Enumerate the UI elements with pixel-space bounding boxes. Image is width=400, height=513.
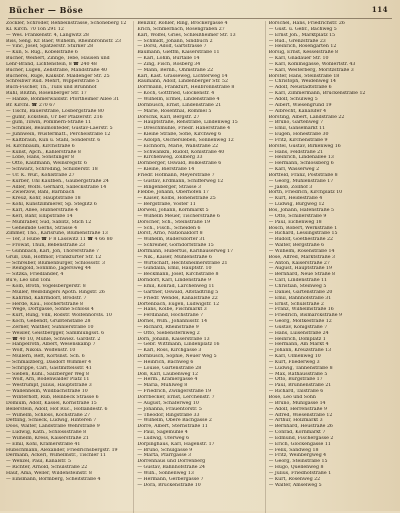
directory-entry: — Schwankm, Rudolf, Kohlstraße 40: [137, 149, 225, 155]
directory-entry: — Rudolf, Goethestraße 22: [268, 237, 333, 243]
directory-entry: — Marta, Pfarrgasse 3: [137, 453, 192, 459]
directory-entry: Benzinr, Rohler, Ring, Bröckergasse 4: [137, 21, 228, 26]
directory-entry: Kl. Kirch. 70 Ton 291 12: [6, 26, 64, 32]
directory-entry: — Georg, Moltkestraße 12: [268, 319, 332, 325]
directory-entry: — Eugen, Hohestraße 30: [268, 132, 329, 138]
directory-entry: — Hanpelroth, Albert, Wesenskamp 7: [6, 342, 96, 348]
directory-entry: — Louise, Gartenstraße 28: [137, 365, 202, 371]
directory-entry: — Herde, Kau., Hochertstraße 8: [6, 301, 83, 307]
directory-entry: — Koch, Gottfried, Glockenstr. 4: [137, 91, 215, 97]
directory-entry: — Daniel, Gartenstraße 20: [268, 289, 333, 295]
directory-entry: — Ludwig, Tannenstraße 8: [268, 365, 333, 371]
directory-entry: Domium, Adolf, Kassel, Kornstraße 15: [6, 400, 97, 406]
directory-entry: Dörrbecker, Ernst, Lerchenstr. 7: [137, 395, 215, 400]
directory-entry: Borschel, Hans, Friedrichstr. 26: [268, 21, 345, 26]
directory-entry: — Richard, Lessingstraße 15: [268, 231, 338, 237]
directory-entry: — Ludwig, Uferweg 6: [137, 435, 190, 441]
directory-entry: — Rud., Grenzstraße 23: [268, 38, 326, 44]
directory-entry: Ruhl, Blüthn, Rosenberger Str. 17: [6, 91, 87, 97]
directory-entry: — Müllern, Reft, Kortsnst. Sch. 6: [6, 354, 85, 360]
directory-entry: — Wes. Frankenstr. 4, Langwitz 28: [6, 32, 89, 38]
directory-entry: — Kleine Straße, Sofie, Kirchweg 6: [137, 132, 222, 138]
directory-columns: [6, 21, 394, 513]
directory-entry: Raumann, Adolf, Lindenberger Str. 52: [137, 79, 229, 85]
directory-entry: — Ludwig, Burgweg 12: [268, 202, 325, 208]
directory-entry: — Kreuz, Köhr, Hauptstraße 18: [6, 196, 81, 202]
directory-entry: — Christoph, Weidenweg 14: [268, 79, 337, 85]
directory-entry: — Felix, Sandweg 18: [268, 447, 319, 453]
directory-entry: — Paul, Sägemühle 4: [137, 430, 188, 436]
directory-entry: — Mühlraber, Süd, Sablitz, Stich 12: [6, 219, 92, 225]
directory-entry: — Schrippe, Carl, Gastmittelsstr. 41: [6, 365, 92, 371]
directory-entry: — Otto, Kaufmann, Weinsregstr. 6: [6, 161, 88, 167]
directory-entry: — Wilhelm, Schlöss, Kochstraße 27: [6, 412, 91, 418]
directory-entry: — ☎ 40 10, Mühle, Schwiez. Gardstr. 2: [6, 336, 101, 342]
directory-entry: Bose, Alfred, Marktstraße 3: [268, 254, 335, 260]
directory-entry: — August, Schäferweg 10: [137, 400, 199, 406]
directory-entry: — Kleine, Bierstraße 14: [137, 167, 195, 173]
directory-entry: — Einsmann, Bormberg, Scheitstraße 4: [6, 476, 101, 482]
directory-entry: Hauf, Ama, Weller, Wildensteinstr. 8: [6, 470, 92, 476]
directory-entry: Dörre, Albert, Sternstraße 11: [137, 424, 208, 430]
directory-entry: Bücher, Weihert, Zinnge, Tebe, Hausen und: [6, 56, 110, 62]
directory-entry: Zimmer, Tho., Karlsruhe, Blumenstraße 13: [6, 231, 108, 237]
directory-entry: Dorfmann, Hubertus, Karlhauserweg 17: [137, 248, 234, 254]
directory-entry: — Wolf, Nikola. Wolfenstr. 10: [6, 348, 76, 354]
directory-entry: — Schreiner, Gorndorfstraße 15: [137, 243, 214, 249]
directory-entry: Borstel, Gustav, Birkenweg 16: [268, 143, 341, 149]
directory-entry: Dörst, Arno, Nationaldorf 8: [137, 231, 203, 237]
directory-entry: — Juhnwein, Wüstermatt., Perchelstraße 12: [6, 132, 111, 138]
directory-entry: Dörpinghaus, Karl, Hagenstr. 17: [137, 441, 215, 447]
directory-entry: — Karl, Gnadauer Str. 10: [268, 56, 329, 62]
directory-entry: — Kerl, Bahr, Ellipstraße 14: [6, 213, 73, 219]
directory-entry: — Arthur, Holzmarkt 3: [268, 418, 323, 424]
directory-entry: — Sitzka, Friedländer, 4: [6, 272, 64, 278]
directory-entry: — Albert, Wiesengrund 19: [268, 102, 332, 108]
directory-entry: Gruß, Dan, Hoffmor, Frankfurter Str. 12: [6, 254, 102, 260]
directory-entry: — Richard, Talstraße 6: [268, 389, 324, 395]
directory-entry: — Gustav, Erdmann, Schifferweg 12: [137, 178, 224, 184]
directory-entry: — Friedrich, Zwingerstraße 19: [137, 389, 212, 395]
directory-entry: Lehr-Brand, Lichtenstein, 8 ☎ 240 48: [6, 61, 97, 67]
header-rule: [8, 18, 392, 19]
directory-entry: — Wilhelm, Ermel, Lindenstraße 4: [137, 96, 220, 102]
directory-entry: — Vinc, Josef, Spatzerstr. Stürker 28: [6, 44, 94, 50]
directory-entry: — Sieben, Kuhl., Salzberger Weg 8: [6, 371, 90, 377]
directory-entry: — Fritz, Weinbergweg 4: [268, 453, 327, 459]
directory-entry: — Karl, Ross, Kirchgasse 3: [137, 348, 202, 354]
directory-entry: Zöckler, Schröder, Rehbeinstrasse, Schöneberg 12: [6, 21, 127, 26]
directory-entry: — Frowat, Thun, Bebenstraße 23: [6, 243, 86, 249]
directory-entry: Biss, Seng. Kr. Baer, Wilhelm, Rheinbronnstr. 23: [6, 38, 121, 44]
directory-entry: — Zwierzow, Bahl, Bärnbach: [6, 190, 75, 196]
page-header-title: Bücher — Böse: [9, 5, 84, 15]
directory-entry: — Emil, Konrad, Lärchenweg 11: [137, 283, 215, 289]
directory-entry: — Müller, Weißdingers Apoth. Ringstr. 26: [6, 289, 105, 295]
directory-entry: Dornbusch, Ernst, Lindenstraße 21: [137, 102, 222, 108]
directory-entry: — Schreiber, Blumenbürger, Schlossstr. 3: [6, 260, 105, 266]
directory-entry: — Koch, Gebendt, Grußtenstaße 28: [6, 319, 91, 325]
directory-entry: — Ludwig, Kath., Schlossstraße 8: [6, 430, 87, 436]
directory-entry: — Gustav, Bahnhofstraße 24: [137, 465, 205, 471]
directory-entry: — Ur. K. Wür., Kohlstraße 27: [6, 172, 75, 178]
directory-entry: — Zerner, Walther, Sühnlerstraße 10: [6, 324, 94, 330]
directory-entry: — Heinrich, Domplatz 1: [268, 336, 326, 342]
directory-entry: — Bernhard, Neue Straße 8: [268, 272, 336, 278]
directory-entry: Dettling, Schieck, Ludwig, Hinteren 7: [6, 418, 97, 424]
directory-entry: Bücher, Lügen, Zellstraße, Mandstraße 40: [6, 67, 108, 73]
directory-entry: — Geheimde Gerhs, Strasse 4: [6, 225, 78, 231]
directory-entry: — Ferdinand, Hochstraße 7: [137, 313, 204, 319]
directory-entry: Friedr. Hofmann, Meyerstraße 7: [137, 172, 215, 178]
directory-entry: — Ter, 3 Hübe ☎ F 8 Lasswitz 11 ☎ 4 66 80: [6, 237, 113, 243]
directory-entry: — Mann, Bernh., Ohmstraße 22: [137, 67, 214, 73]
directory-entry: — Lobe, Hans, Sonstunger 8: [6, 155, 75, 161]
directory-entry: — Ernst Joh., Marktplatz 15: [268, 32, 336, 38]
directory-entry: — Wilh., Sonnenweg 13: [137, 470, 194, 476]
directory-entry: — Emil, Gänsemarkt 11: [268, 126, 326, 132]
directory-entry: Dörwell, Johann, Kornmarkt 5: [137, 208, 209, 213]
directory-entry: — Schmidt, Johann, Sindbuch 2: [137, 38, 213, 44]
directory-entry: — Karl, Ulmenweg 10: [268, 354, 321, 360]
directory-entry: — Bruno, Schulgasse 9: [137, 447, 193, 453]
directory-entry: — Max, Rathausstraße 5: [268, 371, 328, 377]
directory-entry: — Kaiser, Kolbs, Hohenstraße 25: [137, 196, 216, 202]
directory-entry: — Bergstraße, Vöster 11: [137, 202, 196, 208]
directory-entry: Bortfeld, Franz, Poststraße 8: [268, 172, 338, 178]
directory-entry: — Hugo, Quellenweg 8: [268, 465, 324, 471]
directory-entry: — Hans, Luisenstraße 24: [268, 330, 329, 336]
directory-entry: — Kohl, Kunstzimmerer, Sp. Steglitz 6: [6, 202, 97, 208]
directory-entry: Dermann, Ackerl, Wilhelmstr., Tischler 11: [6, 453, 106, 459]
directory-entry: — Kirchenweg, Zollberg 33: [137, 155, 203, 161]
directory-entry: Büch-Fischer, Th., Tulls und Brunnhof: [6, 85, 97, 91]
directory-entry: H. Kirchbaum, Kirchstraße 6: [6, 143, 75, 149]
directory-entry: Dortenbach, Eugen, Ludwigstr. 12: [137, 301, 220, 307]
directory-entry: Karl, Kast. Grasseweg, Lichterweg 14: [137, 73, 228, 79]
directory-entry: — Emil, Kohl, Krämerstraße 41: [6, 441, 81, 447]
directory-entry: — Heinrich, Lindenallee 13: [268, 155, 334, 161]
directory-entry: — Conrad, Kornmarkt 7: [268, 430, 326, 436]
directory-entry: — Hermann, Gerbergasse 7: [137, 476, 204, 482]
directory-entry: — Sch., Fisch., Scheiden 6: [137, 225, 201, 231]
directory-entry: — Beckmann, Josef, Kirchstraße 8: [137, 272, 219, 278]
directory-entry: — Maria, Mühlweg 8: [137, 383, 188, 389]
directory-entry: — Otto, Burgstraße 17: [268, 377, 323, 383]
directory-entry: — Walter, Amselweg 5: [268, 482, 322, 488]
directory-entry: — Paul, Brunnenstraße 21: [268, 383, 332, 389]
directory-entry: — Schwarz, Schröding, Schilderstr. 18: [6, 167, 98, 173]
directory-entry: — Karl, Lohm, Burtalle 14: [137, 56, 200, 62]
directory-entry: Börsting, Albert, Landstraße 22: [268, 114, 345, 120]
directory-entry: Dörschk, Karl, Bergstr. 27: [137, 114, 200, 120]
directory-entry: — Hermann, Schlossberg 6: [268, 161, 334, 167]
directory-entry: Börster, Hans, Steinstraße 18: [268, 73, 340, 79]
directory-entry: — Franz, Wilhelmstraße 16: [268, 307, 334, 313]
directory-entry: Bu'e, Leo und Toni: [6, 278, 51, 284]
directory-entry: — Karl, Westerberg, Moritzstraße 3: [268, 67, 354, 73]
directory-entry: — Walter, Bergstraße 6: [268, 243, 325, 249]
directory-entry: — Bruno, Mühlgasse 14: [268, 400, 326, 406]
directory-entry: Erich, Schmerbach, Rosengraben 27: [137, 26, 225, 32]
directory-entry: — Marie, Rosenthal, Rommel 5: [137, 108, 212, 114]
directory-entry: Dorscher, Sch., Steinstraße 19: [137, 219, 211, 225]
directory-entry: — Karl, Kommsgasse, Wöhlertstr. 43: [268, 61, 356, 67]
directory-entry: Flebbe, Johann, Oberhofen 17: [137, 190, 209, 196]
directory-entry: — Wilhelm, Obere Bachgasse 2: [137, 418, 212, 424]
directory-entry: — Wolf, Arn, Bodenwalder Platz 11: [6, 377, 90, 383]
directory-entry: — Bruno, Gartenweg 7: [268, 120, 324, 126]
directory-entry: Dorn, Johann, Kaiserstraße 13: [137, 336, 210, 342]
directory-entry: — Adolf, Neustadtstraße 6: [268, 85, 332, 91]
directory-entry: — Anton, Kaiserstraße 27: [268, 260, 330, 266]
directory-entry: — Johann, Kreuzstraße 13: [268, 348, 332, 354]
directory-entry: — Bernhard, Heustraße 26: [268, 424, 333, 430]
directory-entry: — Wilhelm Meuer, Tischerstraße 6: [137, 213, 220, 219]
directory-entry: Dörrmann, Frankfurt, Heilbronnstraße 8: [137, 85, 235, 91]
directory-column-3: [269, 21, 394, 513]
directory-entry: — Gunnbach, Karl, Joh, Thorerstraße 7: [6, 248, 100, 254]
directory-entry: Baumann, Gieffm, Kaiserstraße 11: [137, 50, 220, 56]
directory-entry: — Adolf, Herrenstraße 9: [268, 406, 327, 412]
directory-entry: Bose, Leo und Sohn: [268, 395, 316, 400]
directory-entry: — Gundalla, Emil, Hauptstr. 10: [137, 266, 212, 272]
directory-entry: — Nik., Kaiser, Mühlenstraße 6: [137, 254, 212, 260]
directory-entry: — Friedrich, Bismarckstraße 9: [268, 313, 342, 319]
directory-entry: Br. Kirchl. ☎ 270 67: [6, 102, 56, 108]
directory-entry: — Gustav, Königstraße 7: [268, 324, 328, 330]
directory-entry: — Adolph, Oschersleben, Sonnenweg 12: [137, 137, 234, 143]
directory-entry: — Friedr. Wendel, Kanalstraße 22: [137, 295, 218, 301]
directory-entry: — Winterhoff, Rub, Reinbeck Strasse 6: [6, 395, 99, 400]
directory-entry: Dörnel, Wilh., Johannisstr. 14: [137, 319, 208, 325]
directory-entry: — Albrecht, Kanalufer 4: [268, 108, 327, 114]
directory-entry: — Gartner, Oswald, Altstadtring 5: [137, 289, 219, 295]
directory-entry: — Wilhelm, Rosenstraße 14: [268, 248, 335, 254]
directory-entry: — Kolb, Broth, Vogelsbergerstr. 8: [6, 283, 86, 289]
directory-entry: Bücherei, Rüge, Kalksbr. Maldenger Str. 25: [6, 73, 110, 79]
directory-entry: — Otto, Siebensternweg 2: [137, 330, 200, 336]
directory-entry: — Jakob, Zollhof 3: [268, 184, 313, 190]
directory-entry: — Dreschmühle, Friedr. Hanerstraße 4: [137, 126, 231, 132]
directory-entry: — Theodor, Ringstraße 33: [137, 412, 200, 418]
directory-entry: — Hanke, Böhmerwaldstr. Pfortheimer Allee 31: [6, 96, 120, 102]
directory-entry: Bellerstein, Adolf, Hof Rüc., Hoflandestr. 6: [6, 406, 108, 412]
directory-column-1: [6, 21, 134, 513]
directory-entry: — Kurber, Uhl Kaufbeh., Gaubergstraße 24: [6, 178, 109, 184]
directory-entry: — Hans, Feldstraße 21: [268, 149, 324, 155]
directory-entry: Bos, Johann, Hafenstraße 5: [268, 208, 334, 213]
directory-entry: Dornbusch, Sophie, Neuer Weg 5: [137, 354, 217, 360]
directory-entry: Borth, Friedrich, Kirchplatz 10: [268, 190, 343, 196]
directory-entry: — Kurt, Fliederweg 3: [268, 359, 320, 365]
directory-entry: — Fritz, Kirchenstraße 9: [268, 137, 328, 143]
directory-entry: — Reingold, Sonnmo, Jägersweg 44: [6, 266, 91, 272]
directory-entry: — Karl, Zimmermann, Brückenstraße 12: [268, 91, 366, 97]
directory-entry: Bosch, Robert, Werkstraße 1: [268, 225, 338, 231]
directory-entry: — Hans, Kolbe, Fischmarkt 3: [137, 307, 207, 313]
directory-entry: — Wenzel, Paul, Kanalstr. 5: [6, 459, 71, 465]
directory-entry: — Alfred, Wiesenstraße 12: [268, 412, 333, 418]
directory-entry: — Karl, Wasserweg 2: [268, 167, 320, 173]
directory-column-2: [137, 21, 265, 513]
directory-entry: — Otto, Schillerstraße 9: [268, 213, 327, 219]
directory-entry: — Paul, Eichenweg 18: [268, 219, 322, 225]
directory-entry: — Kahrlnd, Kahrmdorf, Brodstr. 7: [6, 295, 87, 301]
directory-entry: — Weisler, Geistbergger, Sammlungsst. 6: [6, 330, 105, 336]
directory-entry: — Dora, Brückenstraße 10: [137, 482, 201, 488]
directory-entry: Doos, Walter, Landstraße Wehrstraße 9: [6, 424, 100, 430]
directory-entry: — Richard, Rheinstraße 9: [137, 324, 199, 330]
directory-entry: — Wirtschaft, Hechtsheimerstraße 21: [137, 260, 228, 266]
directory-entry: Borsig, Ernst, Kesselstraße 8: [268, 50, 338, 56]
directory-entry: — Georg, Mühlenstraße 17: [268, 178, 334, 184]
page-header: [6, 5, 394, 16]
directory-entry: Doß, Karl, Laubenweg 12: [137, 371, 198, 377]
directory-entry: — Kurt, Rung, Vdk, Rodstr. Wolfenhorsts. 10: [6, 313, 112, 319]
directory-entry: — Schmalzberg, Dasdorf Wimmer 4: [6, 359, 92, 365]
directory-entry: — Georg, Steinstraße 15: [268, 459, 328, 465]
directory-entry: — gumr, Eckstein, Ur ber Pfalzerstr. 216: [6, 114, 103, 120]
directory-entry: — Kurt, Heidestraße 4: [268, 196, 323, 202]
directory-entry: Dorndorf, Karl, Lindenstraße 9: [137, 278, 211, 284]
directory-entry: — Dörsl, Adolf, Gartstrasse 7: [137, 44, 207, 50]
directory-entry: — Kurt, Rosenweg 22: [268, 476, 321, 482]
directory-entry: — Wilhelm, Kress, Kaiserstraße 21: [6, 435, 89, 441]
directory-entry: — Kaltbraun, Kun u. Stahl, Sonderstr. 6: [6, 137, 101, 143]
directory-entry: — Carl, Lindenstraße 11: [268, 278, 328, 284]
directory-entry: — Bingenberger, Strasse 3: [137, 184, 201, 190]
directory-entry: — Herm., Krämergasse 4: [137, 377, 198, 383]
directory-entry: — Wilhelm, Rüdersdorfer 31: [137, 237, 206, 243]
directory-entry: — Julius, Friedhofstraße 1: [268, 470, 332, 476]
directory-entry: — Adler, Wolfs. Gerhard, Salleckstraße 14: [6, 184, 107, 190]
directory-entry: — Johanna, Frauentorstr. 5: [137, 406, 202, 412]
directory-entry: — Hermann, Am Markt 4: [268, 342, 329, 348]
directory-entry: — Kunst, Apch., Kahlerstraße 8: [6, 149, 81, 155]
directory-entry: — Richter, Arnold, Schulstraße 22: [6, 465, 88, 471]
directory-entry: — Hauptstraße, Rehstraße, Lindenweg 15: [137, 120, 238, 126]
directory-entry: — Schmiel, Beaumonteder, Gustav-Laerstr. 5: [6, 126, 113, 132]
directory-entry: — Heinrich, Rosengarten 12: [268, 44, 337, 50]
directory-entry: — Gust. u. Gebr., Bachweg 5: [268, 26, 337, 32]
directory-entry: — Karl, Allee, Hübnerstraße 4: [6, 208, 78, 213]
directory-entry: Schreibwr Rud. Mehrt, Wipperstraße 5: [6, 79, 100, 85]
directory-entry: — Christian, Steinweg 5: [268, 283, 327, 289]
directory-entry: — Edmund, Fischergasse 2: [268, 435, 334, 441]
directory-entry: — Zing, Fisch, Rosberg 34: [137, 61, 201, 67]
directory-entry: — Wallenheim, Wildbachstraße 10: [6, 389, 88, 395]
directory-entry: — Westrumpf, Julius, Hauptstraße 3: [6, 383, 92, 389]
directory-entry: Dörrenhaus und Dörrenberg: [137, 459, 206, 465]
directory-entry: Karl, Wölfel, Gries, Schleißheimer Str. 13: [137, 32, 236, 38]
directory-entry: — Eichhorn, Marie, Wallstraße 22: [137, 143, 219, 149]
directory-entry: — Kun, S. Rüg., Kobelstraße 6: [6, 50, 78, 56]
directory-entry: — August, Hauptstraße 19: [268, 266, 332, 272]
directory-entry: — Heinrich, Bachweg 6: [137, 359, 194, 365]
directory-entry: Dörnberger, Oswald, Bölkestraße 6: [137, 161, 222, 167]
directory-entry: Hübschmann, Alexander, Friedrichsbergstr. 19: [6, 447, 118, 453]
directory-entry: — gum, Tilwin, Pommern-Straße 11: [6, 120, 92, 126]
directory-entry: — Wege, Dorfgasse, Sohne Schloss 4: [6, 307, 94, 313]
page-number: 114: [371, 5, 388, 14]
directory-entry: — Gebr. Wittmann, Lindenplatz 16: [137, 342, 220, 348]
directory-entry: — Emil, Bahnhofstraße 31: [268, 295, 332, 301]
directory-entry: — Erich, Glockengasse 11: [268, 441, 331, 447]
directory-entry: — Adolf, Schulweg 5: [268, 96, 318, 102]
directory-entry: — Tischl, Bauerstraße, Lösbergstraße 80: [6, 108, 104, 114]
directory-entry: — Ernst, Schulstraße 2: [268, 301, 324, 307]
